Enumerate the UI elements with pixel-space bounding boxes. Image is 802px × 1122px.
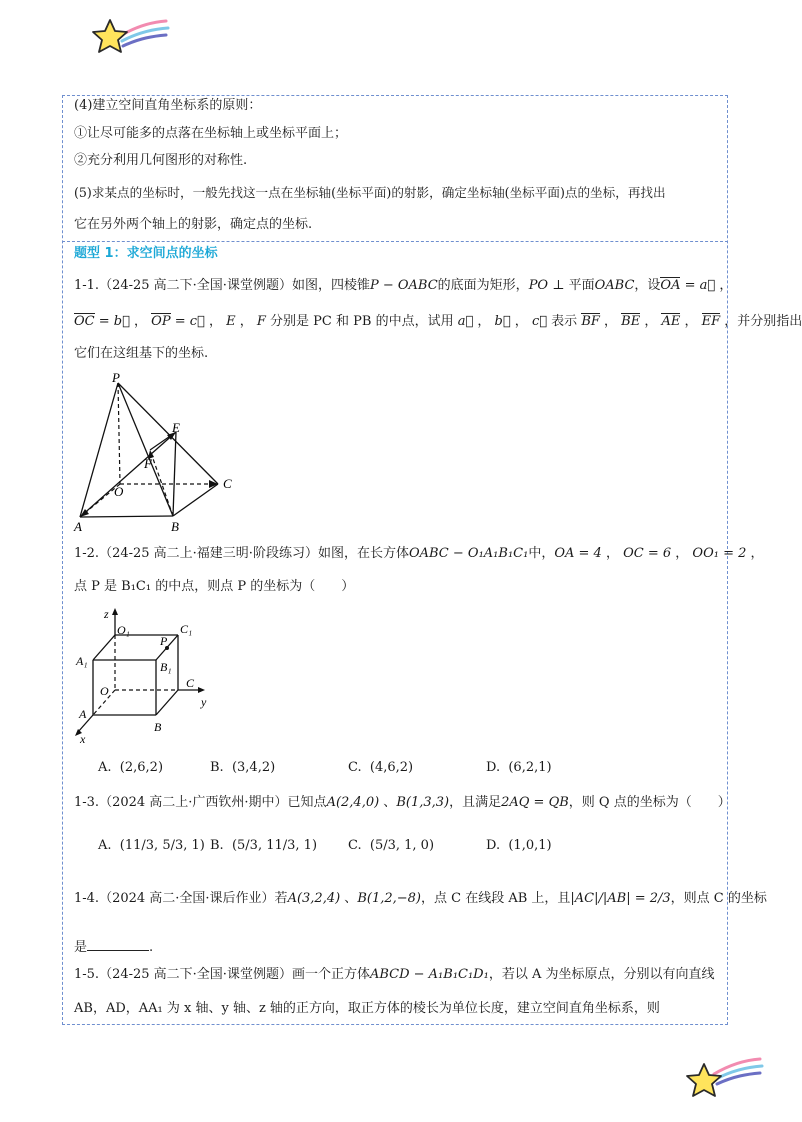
edge-PO (118, 383, 120, 484)
question-1-1-line-2: OC = b⃗ ， OP = c⃗ ， E ， F 分别是 PC 和 PB 的中点，试用 a⃗ ， b⃗ ， c⃗ 表示 BF ， BE ， AE ， EF ，并分别指出 (74, 314, 802, 329)
q2-option-a[interactable]: A. (2,6,2) (98, 760, 164, 775)
label-B1: B₁ (160, 660, 172, 674)
q2-option-b[interactable]: B. (3,4,2) (210, 760, 276, 775)
section-title: 题型 1：求空间点的坐标 (74, 246, 218, 261)
question-1-4-line-2: 是 . (74, 940, 154, 955)
arrow-z (112, 608, 118, 615)
edge-PA (80, 383, 118, 517)
section-divider (62, 241, 728, 242)
label-y: y (201, 695, 207, 709)
edge-AE (80, 432, 176, 517)
principle-5-line-1: (5)求某点的坐标时，一般先找这一点在坐标轴(坐标平面)的射影，确定坐标轴(坐标平面)点的坐标，再找出 (74, 185, 666, 200)
principle-4-title: (4)建立空间直角坐标系的原则： (74, 98, 262, 113)
question-1-5-line-1: 1-5.（24-25 高二下·全国·课堂例题）画一个正方体ABCD − A₁B₁C₁D₁，若以 A 为坐标原点，分别以有向直线 (74, 967, 715, 982)
label-A: A (74, 519, 82, 534)
principle-4-item-1: ①让尽可能多的点落在坐标轴上或坐标平面上； (74, 126, 348, 141)
question-1-5-line-2: AB，AD，AA₁ 为 x 轴、y 轴、z 轴的正方向，取正方体的棱长为单位长度，建立空间直角坐标系，则 (74, 1001, 660, 1016)
edge-PB (118, 383, 173, 516)
label-O: O (100, 684, 109, 698)
label-B: B (154, 720, 162, 734)
question-1-1-line-3: 它们在这组基下的坐标. (74, 346, 209, 361)
label-O: O (114, 484, 124, 499)
label-O1: O₁ (117, 623, 130, 637)
label-C: C (223, 476, 232, 491)
arrow-y (198, 687, 205, 693)
answer-blank[interactable] (87, 950, 149, 951)
label-B: B (171, 519, 179, 534)
star-decoration-icon (686, 1052, 764, 1098)
star-decoration-icon (92, 14, 170, 60)
q3-option-d[interactable]: D. (1,0,1) (486, 838, 552, 853)
edge-BE (173, 432, 176, 516)
question-1-2-line-1: 1-2.（24-25 高二上·福建三明·阶段练习）如图，在长方体OABC − O₁A₁B₁C₁中，OA = 4 ， OC = 6 ， OO₁ = 2 ， (74, 546, 764, 561)
edge-BF (150, 450, 173, 516)
principle-5-line-2: 它在另外两个轴上的射影，确定点的坐标. (74, 217, 313, 232)
label-E: E (172, 420, 180, 435)
edge-O1A1 (93, 635, 115, 660)
label-A1: A₁ (76, 654, 88, 668)
label-P: P (160, 634, 168, 648)
label-A: A (79, 707, 87, 721)
cuboid-figure (70, 605, 220, 745)
question-1-4-line-1: 1-4.（2024 高二·全国·课后作业）若A(3,2,4) 、B(1,2,−8)，点 C 在线段 AB 上，且|AC|/|AB| = 2/3，则点 C 的坐标 (74, 891, 767, 906)
q2-option-c[interactable]: C. (4,6,2) (348, 760, 414, 775)
q3-option-b[interactable]: B. (5/3, 11/3, 1) (210, 838, 318, 853)
label-z: z (104, 607, 109, 621)
label-C: C (186, 676, 195, 690)
q3-option-c[interactable]: C. (5/3, 1, 0) (348, 838, 435, 853)
question-1-3-line-1: 1-3.（2024 高二上·广西钦州·期中）已知点A(2,4,0) 、B(1,3,3)，且满足2AQ = QB，则 Q 点的坐标为（ ） (74, 795, 731, 810)
label-C1: C₁ (180, 622, 193, 636)
edge-BC (156, 690, 178, 715)
edge-PC (118, 383, 218, 484)
principle-4-item-2: ②充分利用几何图形的对称性. (74, 153, 248, 168)
label-P: P (112, 370, 120, 385)
label-x: x (80, 732, 86, 746)
edge-AB (80, 516, 173, 517)
question-1-1-line-1: 1-1.（24-25 高二下·全国·课堂例题）如图，四棱锥P − OABC的底面为矩形，PO ⊥ 平面OABC，设OA = a⃗ ， (74, 278, 733, 293)
q3-option-a[interactable]: A. (11/3, 5/3, 1) (98, 838, 205, 853)
q2-option-d[interactable]: D. (6,2,1) (486, 760, 552, 775)
question-1-2-line-2: 点 P 是 B₁C₁ 的中点，则点 P 的坐标为（ ） (74, 579, 355, 594)
label-F: F (144, 456, 152, 471)
pyramid-figure (70, 370, 250, 535)
edge-BC (173, 484, 218, 516)
